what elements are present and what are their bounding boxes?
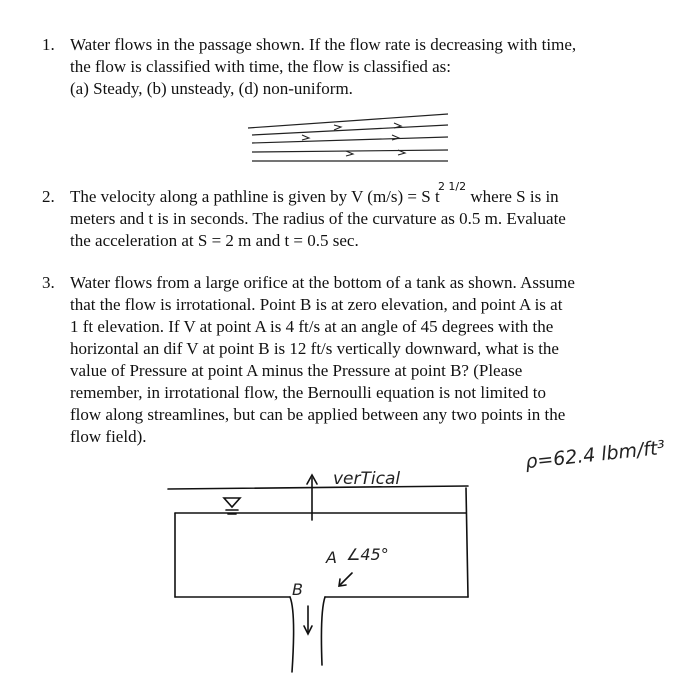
question-1-line-3: (a) Steady, (b) unsteady, (d) non-uniform. — [70, 79, 353, 98]
question-1-line-2: the flow is classified with time, the flow is classified as: — [70, 57, 452, 76]
velocity-expression-end: where S is in — [470, 187, 559, 206]
question-3-line-5: value of Pressure at point A minus the Pressure at point B? (Please — [70, 361, 523, 380]
angle-label: ∠45° — [346, 545, 389, 564]
jet-left-edge — [290, 597, 294, 672]
question-3-line-8: flow field). — [70, 427, 147, 446]
question-3-line-4: horizontal an dif V at point B is 12 ft/s vertically downward, what is the — [70, 339, 559, 358]
question-3-line-1: Water flows from a large orifice at the bottom of a tank as shown. Assume — [70, 273, 575, 292]
point-a-label: A — [326, 548, 337, 567]
free-surface-triangle — [224, 498, 240, 507]
question-3-number: 3. — [42, 273, 55, 292]
question-3-line-6: remember, in irrotational flow, the Bernoulli equation is not limited to — [70, 383, 546, 402]
tank-top-edge — [168, 486, 468, 489]
question-3-line-3: 1 ft elevation. If V at point A is 4 ft/s at an angle of 45 degrees with the — [70, 317, 554, 336]
velocity-expression: The velocity along a pathline is given by V (m/s) = S t — [70, 187, 440, 206]
question-1-number: 1. — [42, 35, 55, 54]
jet-right-edge — [321, 597, 325, 665]
question-1-line-1: Water flows in the passage shown. If the flow rate is decreasing with time, — [70, 35, 577, 54]
question-2-line-2: meters and t is in seconds. The radius of the curvature as 0.5 m. Evaluate — [70, 209, 566, 228]
question-2-number: 2. — [42, 187, 55, 206]
density-annotation: ρ=62.4 lbm/ft³ — [524, 436, 667, 474]
question-3-line-2: that the flow is irrotational. Point B is at zero elevation, and point A is at — [70, 295, 563, 314]
vertical-label: verTical — [333, 469, 401, 489]
velocity-a-arrow — [340, 573, 352, 585]
tank-right-wall — [466, 488, 468, 597]
question-2-line-3: the acceleration at S = 2 m and t = 0.5 sec. — [70, 231, 359, 250]
velocity-exponents: 2 1/2 — [437, 180, 467, 193]
question-3-line-7: flow along streamlines, but can be applied between any two points in the — [70, 405, 566, 424]
point-b-label: B — [292, 580, 303, 599]
